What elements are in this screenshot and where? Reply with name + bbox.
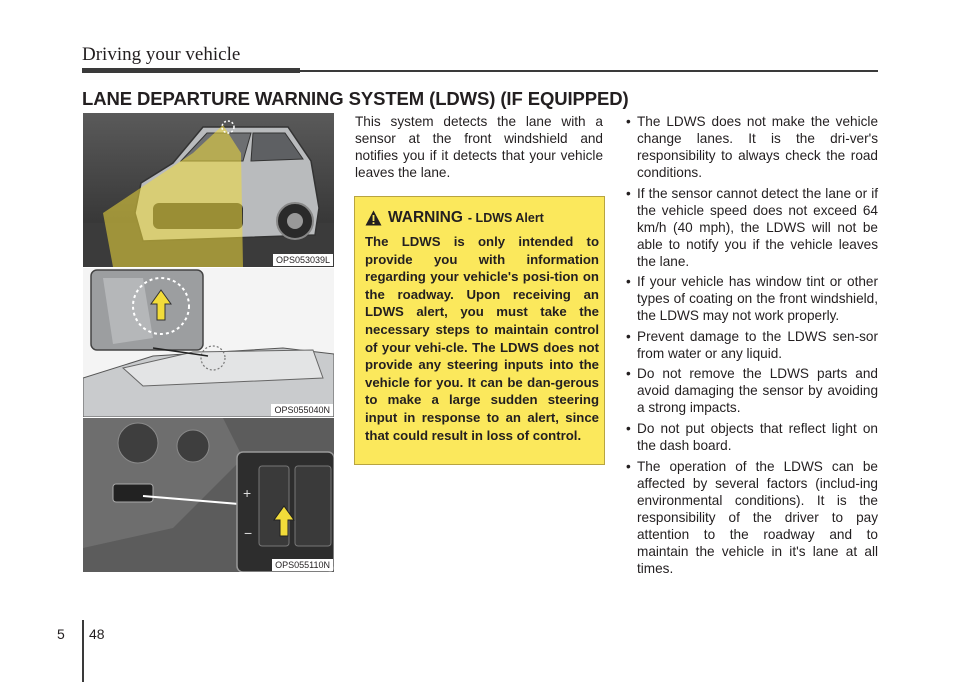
warning-title: WARNING bbox=[388, 209, 463, 226]
footer-rule bbox=[82, 620, 84, 682]
warning-body: The LDWS is only intended to provide you with information regarding your vehicle's posi-tion on the roadway. Upon receiving an LDWS alert, you must take the necessary steps to maintain control of your vehi-cle. The LDWS does not provide any steering inputs into the vehicle for you. It can be dan-gerous to make a large sudden steering input in response to an alert, since that could result in loss of control. bbox=[365, 234, 599, 443]
list-item: • Do not put objects that reflect light on the dash board. bbox=[625, 420, 878, 454]
warning-subtitle: - LDWS Alert bbox=[467, 211, 544, 225]
car-sensor-illustration bbox=[83, 113, 334, 267]
svg-text:−: − bbox=[244, 525, 253, 541]
header-rule-thin bbox=[300, 70, 878, 72]
warning-box bbox=[354, 196, 605, 465]
list-item: • The LDWS does not make the vehicle change lanes. It is the dri-ver's responsibility to always check the road conditions. bbox=[625, 113, 878, 181]
chapter-number: 5 bbox=[57, 626, 65, 642]
svg-text:+: + bbox=[243, 485, 252, 501]
figure-windshield-sensor bbox=[83, 268, 334, 417]
windshield-sensor-illustration bbox=[83, 268, 334, 417]
page-number: 48 bbox=[89, 626, 105, 642]
ldws-switch-illustration bbox=[83, 418, 334, 572]
figure-ldws-switch bbox=[83, 418, 334, 572]
intro-paragraph: This system detects the lane with a sensor at the front windshield and notifies you if it detects that your vehicle leaves the lane. bbox=[355, 114, 603, 180]
figure-caption: OPS053039L bbox=[273, 254, 333, 266]
figure-car-sensor bbox=[83, 113, 334, 267]
list-item: • The operation of the LDWS can be affected by several factors (includ-ing environmental conditions). It is the responsibility of the driver to pay attention to the roadway and to maintain the vehicle in it's lane at all times. bbox=[625, 458, 878, 577]
warning-header bbox=[365, 209, 544, 227]
page-header-title: Driving your vehicle bbox=[82, 44, 241, 65]
figure-caption: OPS055040N bbox=[271, 404, 333, 416]
header-rule-thick bbox=[82, 68, 300, 73]
warning-triangle-icon bbox=[365, 210, 382, 226]
list-item: • If your vehicle has window tint or other types of coating on the front windshield, the LDWS may not work properly. bbox=[625, 273, 878, 324]
section-title: LANE DEPARTURE WARNING SYSTEM (LDWS) (IF EQUIPPED) bbox=[82, 88, 629, 109]
list-item: • Prevent damage to the LDWS sen-sor from water or any liquid. bbox=[625, 328, 878, 362]
list-item: • Do not remove the LDWS parts and avoid damaging the sensor by avoiding a strong impacts. bbox=[625, 365, 878, 416]
list-item: • If the sensor cannot detect the lane or if the vehicle speed does not exceed 64 km/h (40 mph), the LDWS will not be able to notify you if the vehicle leaves the lane. bbox=[625, 185, 878, 270]
notes-list bbox=[625, 113, 878, 580]
figure-caption: OPS055110N bbox=[272, 559, 333, 571]
